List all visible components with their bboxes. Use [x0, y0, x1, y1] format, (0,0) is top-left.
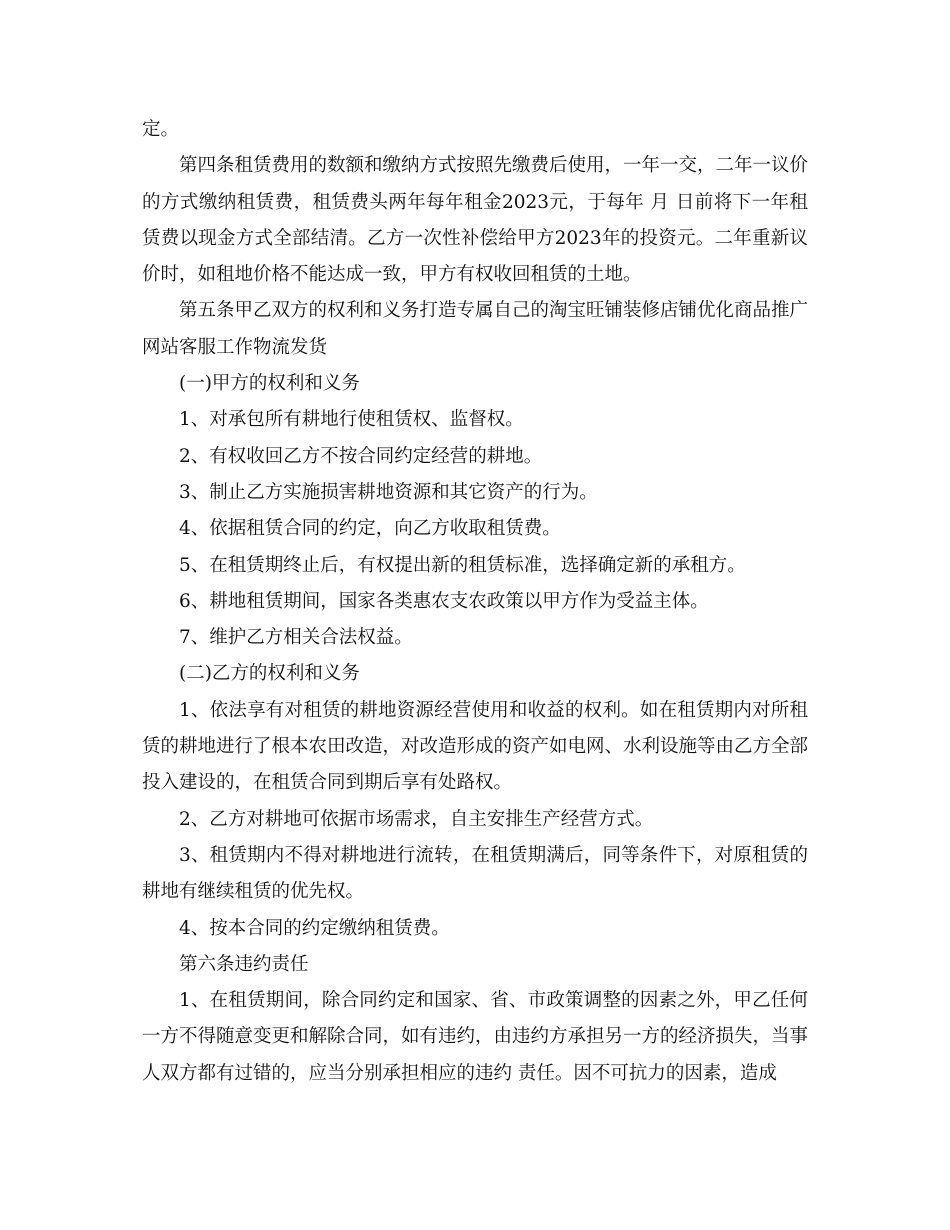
list-item: 3、制止乙方实施损害耕地资源和其它资产的行为。: [179, 481, 598, 503]
list-item: 1、依法享有对租赁的耕地资源经营使用和收益的权利。如在租赁期内对所租赁的耕地进行了根本农田改造，对改造形成的资产如电网、水利设施等由乙方全部投入建设的，在租赁合同到期后享有处路权。: [142, 699, 809, 794]
list-item: 4、按本合同的约定缴纳租赁费。: [179, 917, 450, 939]
section-heading-party-b: (二)乙方的权利和义务: [179, 663, 360, 685]
paragraph-continuation: 定。: [142, 119, 180, 140]
list-item: 3、租赁期内不得对耕地进行流转，在租赁期满后，同等条件下，对原租赁的耕地有继续租赁的优先权。: [142, 844, 808, 903]
list-item: 7、维护乙方相关合法权益。: [179, 627, 413, 649]
list-item: 6、耕地租赁期间，国家各类惠农支农政策以甲方作为受益主体。: [179, 590, 709, 612]
paragraph-article-4: 第四条租赁费用的数额和缴纳方式按照先缴费后使用，一年一交，二年一议价的方式缴纳租赁费，租赁费头两年每年租金2023元，于每年 月 日前将下一年租赁费以现金方式全部结清。乙方一次性补偿给甲方2023年的投资元。二年重新议价时，如租地价格不能达成一致，甲方有权收回租赁的土地。: [142, 155, 809, 286]
section-heading-party-a: (一)甲方的权利和义务: [179, 373, 360, 395]
paragraph-article-5: 第五条甲乙双方的权利和义务打造专属自己的淘宝旺铺装修店铺优化商品推广网站客服工作物流发货: [142, 300, 809, 358]
document-body: [142, 112, 808, 1092]
list-item: 1、在租赁期间，除合同约定和国家、省、市政策调整的因素之外，甲乙任何一方不得随意变更和解除合同，如有违约，由违约方承担另一方的经济损失，当事人双方都有过错的，应当分别承担相应的违约 责任。因不可抗力的因素，造成: [142, 990, 809, 1084]
list-item: 5、在租赁期终止后，有权提出新的租赁标准，选择确定新的承租方。: [179, 554, 746, 576]
list-item: 2、有权收回乙方不按合同约定经营的耕地。: [179, 445, 543, 467]
list-item: 1、对承包所有耕地行使租赁权、监督权。: [179, 409, 524, 431]
list-item: 4、依据租赁合同的约定，向乙方收取租赁费。: [179, 518, 561, 540]
list-item: 2、乙方对耕地可依据市场需求，自主安排生产经营方式。: [179, 808, 654, 830]
paragraph-article-6: 第六条违约责任: [179, 953, 309, 975]
